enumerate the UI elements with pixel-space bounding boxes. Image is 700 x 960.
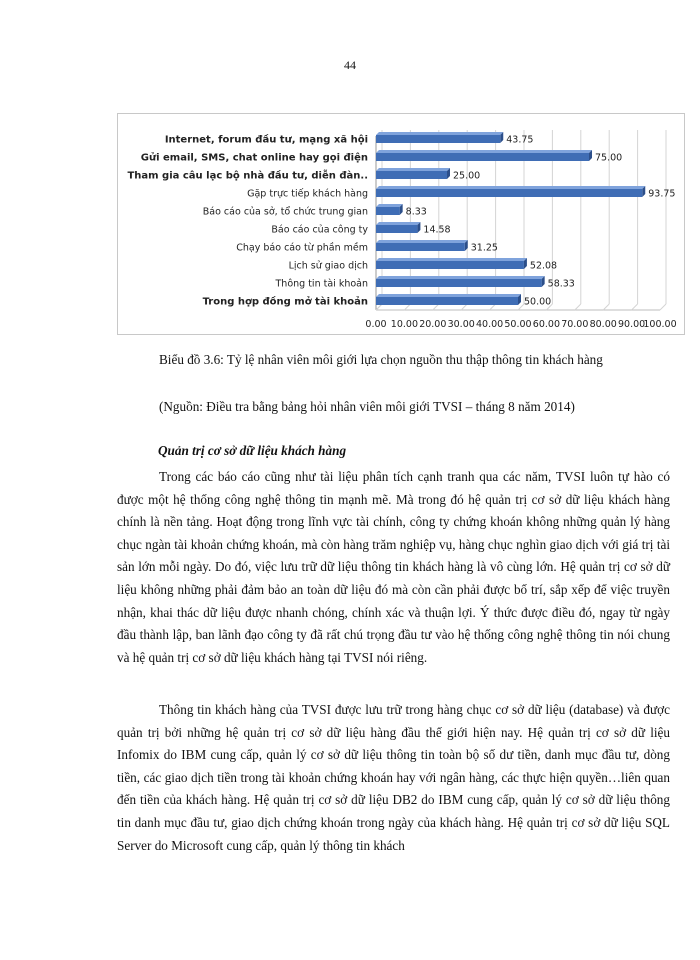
gridline-floor	[660, 304, 666, 310]
bar-top	[376, 132, 503, 135]
category-label: Trong hợp đồng mở tài khoản	[202, 296, 368, 308]
bar	[376, 225, 417, 233]
x-tick-label: 30.00	[447, 319, 475, 330]
bar	[376, 153, 589, 161]
data-label: 50.00	[524, 296, 552, 308]
x-tick-label: 100.00	[643, 319, 677, 330]
bar	[376, 207, 400, 215]
paragraph-1: Trong các báo cáo cũng như tài liệu phân tích cạnh tranh qua các năm, TVSI luôn tự hào có được một hệ thống công nghệ thông tin mạnh mẽ. Mà trong đó hệ quản trị cơ sở dữ liệu khách hàng chính là nền tảng. Hoạt động trong lĩnh vực tài chính, công ty chứng khoán không những quản lý hàng chục ngàn tài khoản chứng khoán, mà còn hàng trăm nghiệp vụ, hàng chục nghìn giao dịch với giá trị tài sản lớn mỗi ngày. Do đó, việc lưu trữ dữ liệu thông tin khách hàng là vô cùng lớn. Hệ quản trị cơ sở dữ liệu không những phải đảm bảo an toàn dữ liệu đó mà còn cần phải được bố trí, sắp xếp để việc truyền nhận, khai thác dữ liệu được nhanh chóng, chính xác và thuận lợi. Ý thức được điều đó, ngay từ ngày đầu thành lập, ban lãnh đạo công ty đã rất chú trọng đầu tư vào hệ thống công nghệ thông tin nói chung và hệ quản trị cơ sở dữ liệu khách hàng tại TVSI nói riêng.	[117, 469, 670, 665]
bar-top	[376, 240, 468, 243]
x-tick-label: 20.00	[419, 319, 447, 330]
x-tick-label: 0.00	[365, 319, 387, 330]
bar	[376, 189, 642, 197]
x-tick-label: 80.00	[589, 319, 617, 330]
data-label: 25.00	[453, 170, 481, 182]
category-label: Gửi email, SMS, chat online hay gọi điện	[140, 152, 368, 164]
category-label: Tham gia câu lạc bộ nhà đầu tư, diễn đàn..	[127, 170, 368, 182]
bar	[376, 279, 542, 287]
chart-source: (Nguồn: Điều tra bằng bảng hỏi nhân viên môi giới TVSI – tháng 8 năm 2014)	[159, 399, 575, 414]
bar-top	[376, 186, 645, 189]
chart-caption: Biểu đồ 3.6: Tỷ lệ nhân viên môi giới lựa chọn nguồn thu thập thông tin khách hàng	[159, 352, 603, 367]
data-label: 8.33	[405, 206, 427, 218]
category-label: Lịch sử giao dịch	[288, 260, 368, 272]
data-label: 58.33	[547, 278, 575, 290]
bar	[376, 135, 500, 143]
bar-top	[376, 222, 420, 225]
x-tick-label: 90.00	[617, 319, 646, 330]
bar-top	[376, 204, 403, 207]
category-label: Internet, forum đầu tư, mạng xã hội	[164, 134, 368, 146]
x-tick-label: 10.00	[390, 319, 419, 330]
data-label: 52.08	[529, 260, 558, 272]
bar	[376, 243, 465, 251]
bar-top	[376, 294, 521, 297]
bar-chart	[117, 113, 685, 335]
category-label: Thông tin tài khoản	[275, 278, 368, 290]
section-heading: Quản trị cơ sở dữ liệu khách hàng	[158, 443, 347, 458]
chart-svg	[118, 114, 684, 334]
category-label: Báo cáo của công ty	[271, 224, 368, 236]
bar	[376, 297, 518, 305]
data-label: 14.58	[423, 224, 451, 236]
bar-top	[376, 150, 592, 153]
gridline-floor	[575, 304, 581, 310]
bar	[376, 261, 524, 269]
data-label: 93.75	[648, 188, 676, 200]
bar-top	[376, 258, 527, 261]
bar-top	[376, 276, 545, 279]
x-tick-label: 70.00	[561, 319, 589, 330]
gridline-floor	[632, 304, 638, 310]
x-tick-label: 50.00	[504, 319, 532, 330]
gridline-floor	[603, 304, 609, 310]
data-label: 43.75	[506, 134, 534, 146]
bar-top	[376, 168, 450, 171]
category-label: Chạy báo cáo từ phần mềm	[236, 242, 368, 254]
page-number: 44	[344, 58, 356, 72]
paragraph-2: Thông tin khách hàng của TVSI được lưu trữ trong hàng chục cơ sở dữ liệu (database) và được quản trị bởi những hệ quản trị cơ sở dữ liệu hàng đầu thế giới hiện nay. Hệ quản trị cơ sở dữ liệu Infomix do IBM cung cấp, quản lý cơ sở dữ liệu thông tin toàn bộ số dư tiền, danh mục đầu tư, dòng tiền, các giao dịch tiền trong tài khoản chứng khoán hay với ngân hàng, các thực hiện quyền…liên quan đến tiền của khách hàng. Hệ quản trị cơ sở dữ liệu DB2 do IBM cung cấp, quản lý cơ sở dữ liệu thông tin danh mục đầu tư, giao dịch chứng khoán trong ngày của khách hàng. Hệ quản trị cơ sở dữ liệu SQL Server do Microsoft cung cấp, quản lý thông tin khách	[117, 702, 670, 853]
bar	[376, 171, 447, 179]
data-label: 75.00	[595, 152, 623, 164]
category-label: Báo cáo của sở, tổ chức trung gian	[202, 206, 368, 218]
data-label: 31.25	[470, 242, 498, 254]
x-tick-label: 60.00	[532, 319, 561, 330]
category-label: Gặp trực tiếp khách hàng	[247, 188, 368, 200]
x-tick-label: 40.00	[475, 319, 504, 330]
